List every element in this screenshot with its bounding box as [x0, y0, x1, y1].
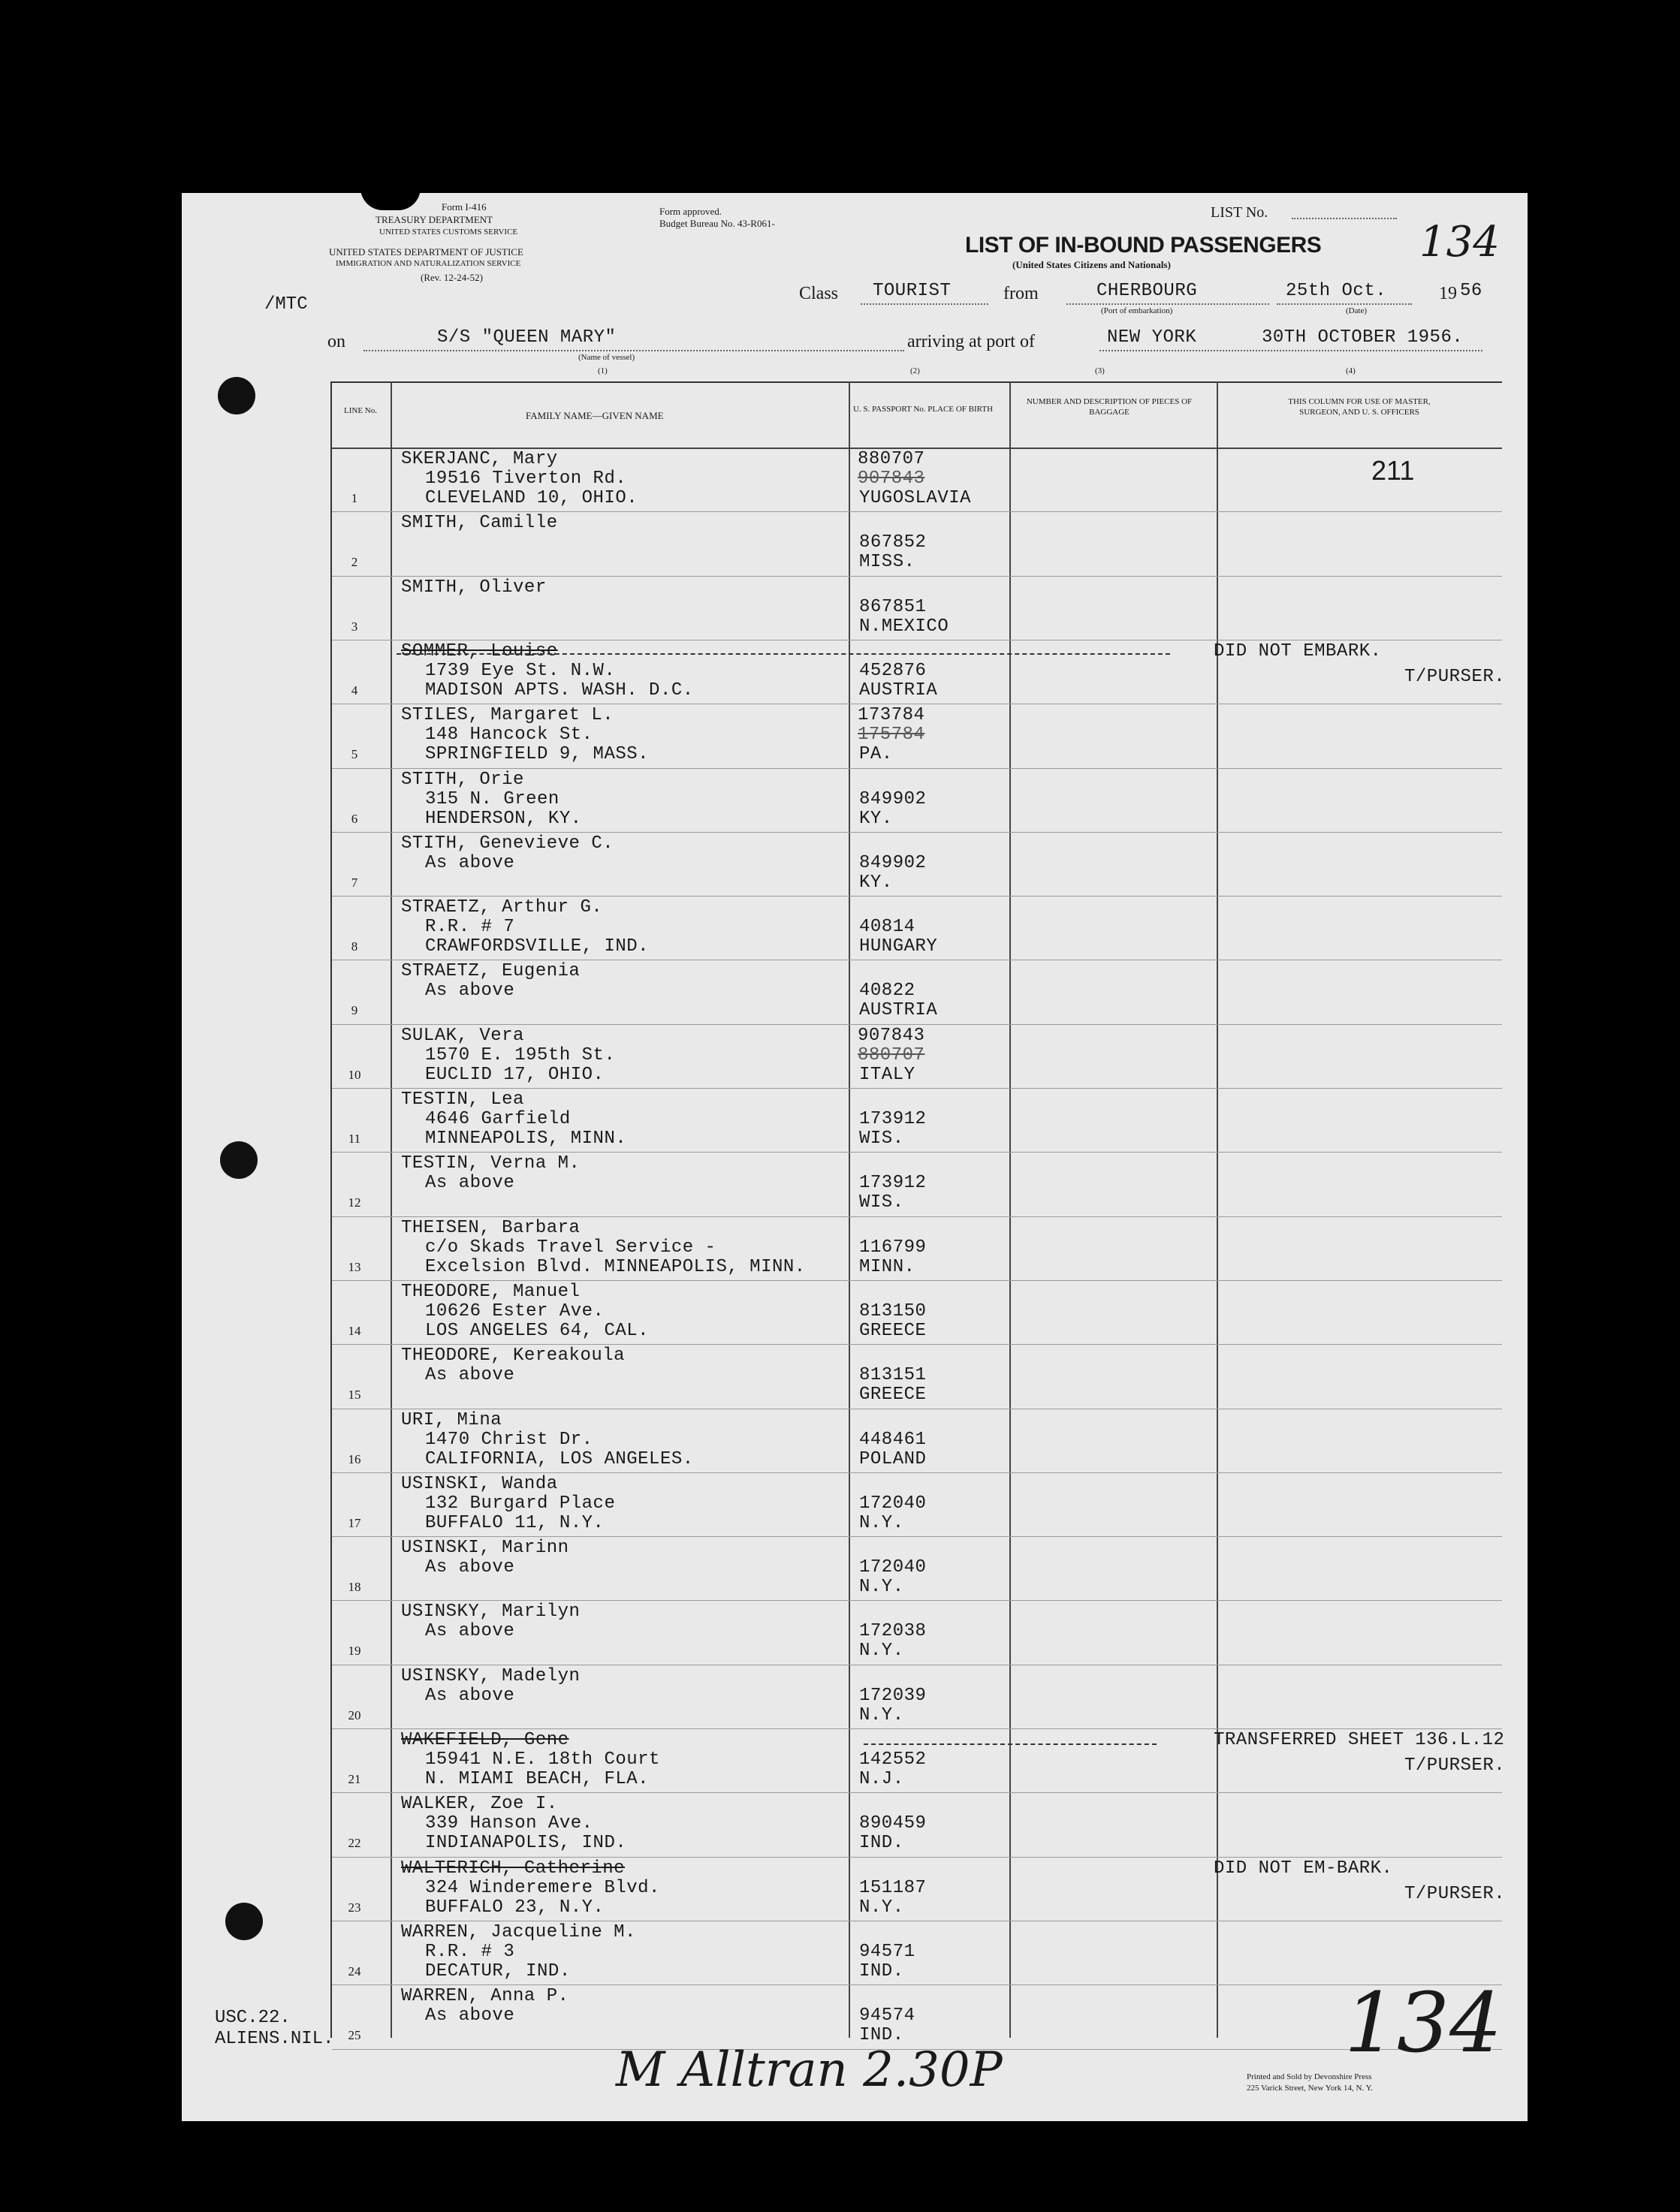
line-number: 23: [348, 1900, 361, 1915]
address-line-2: MINNEAPOLIS, MINN.: [425, 1129, 627, 1149]
address-line-1: 132 Burgard Place: [425, 1493, 616, 1514]
year-prefix: 19: [1439, 284, 1457, 303]
passenger-name: TESTIN, Lea: [401, 1089, 524, 1110]
passport-number: 173912: [859, 1109, 927, 1129]
passport-number-struck: 907843: [858, 469, 925, 489]
passenger-name: SMITH, Oliver: [401, 577, 547, 598]
passport-number: 173784: [858, 705, 925, 726]
passenger-name: THEODORE, Manuel: [401, 1281, 581, 1302]
row-divider: [332, 1728, 1502, 1729]
address-line-1: 10626 Ester Ave.: [425, 1300, 605, 1321]
passport-number: 867852: [859, 532, 927, 553]
date-caption: (Date): [1346, 306, 1368, 315]
place-of-birth: AUSTRIA: [859, 680, 938, 701]
passport-number: 94574: [859, 2006, 915, 2027]
name-col-divider: [849, 381, 850, 2038]
passport-col-divider: [1009, 381, 1011, 2038]
col-ref-3: (3): [1095, 366, 1105, 375]
place-of-birth: POLAND: [859, 1448, 927, 1469]
line-number: 17: [348, 1515, 361, 1530]
passport-number: 172040: [859, 1493, 927, 1514]
row-divider: [332, 1024, 1502, 1025]
dept-justice: UNITED STATES DEPARTMENT OF JUSTICE: [329, 246, 523, 258]
place-of-birth: N.Y.: [859, 1704, 904, 1725]
line-number: 21: [348, 1772, 361, 1786]
revision: (Rev. 12-24-52): [421, 272, 483, 283]
table-top-border: [332, 381, 1502, 383]
place-of-birth: PA.: [859, 744, 893, 765]
line-number: 10: [348, 1067, 361, 1082]
passport-number: 849902: [859, 788, 927, 809]
address-line-1: As above: [425, 852, 515, 873]
address-line-1: As above: [425, 2006, 515, 2027]
address-line-1: 19516 Tiverton Rd.: [425, 469, 627, 489]
address-line-2: INDIANAPOLIS, IND.: [425, 1833, 627, 1854]
passenger-name: WARREN, Anna P.: [401, 1986, 569, 2007]
passenger-name: STITH, Orie: [401, 769, 524, 790]
address-line-1: 1470 Christ Dr.: [425, 1429, 593, 1450]
line-number: 25: [348, 2028, 361, 2043]
line-number: 24: [348, 1963, 361, 1978]
address-line-1: 315 N. Green: [425, 788, 559, 809]
address-line-2: SPRINGFIELD 9, MASS.: [425, 744, 650, 765]
address-line-1: 148 Hancock St.: [425, 725, 593, 746]
arrival-date: 30TH OCTOBER 1956.: [1262, 327, 1464, 348]
passport-number: 880707: [858, 449, 925, 469]
place-of-birth: IND.: [859, 2025, 904, 2046]
row-divider: [332, 1216, 1502, 1217]
row-21-strike-line: [864, 1743, 1157, 1745]
form-approved: Form approved.: [659, 206, 722, 217]
customs-service: UNITED STATES CUSTOMS SERVICE: [379, 228, 518, 237]
punch-hole: [220, 1141, 258, 1179]
place-of-birth: IND.: [859, 1960, 904, 1981]
row-4-strike-line: [397, 653, 1170, 655]
passenger-name: TESTIN, Verna M.: [401, 1153, 581, 1174]
line-number: 12: [348, 1195, 361, 1210]
passport-number-struck: 175784: [858, 725, 925, 746]
passport-number: 907843: [858, 1025, 925, 1046]
budget-bureau: Budget Bureau No. 43-R061-: [659, 218, 775, 229]
address-line-1: R.R. # 3: [425, 1941, 515, 1962]
row-divider: [332, 1600, 1502, 1601]
place-of-birth: KY.: [859, 872, 893, 893]
passport-number: 813151: [859, 1365, 927, 1386]
arriving-label: arriving at port of: [907, 332, 1035, 351]
aliens-nil: ALIENS.NIL.: [215, 2029, 334, 2049]
passenger-name: SKERJANC, Mary: [401, 449, 558, 469]
punch-hole: [218, 377, 255, 414]
passport-number: 813150: [859, 1300, 927, 1321]
punch-hole: [225, 1903, 263, 1940]
ins-service: IMMIGRATION AND NATURALIZATION SERVICE: [336, 259, 521, 268]
passenger-name: STITH, Genevieve C.: [401, 833, 614, 854]
place-of-birth: N.Y.: [859, 1897, 904, 1918]
row-divider: [332, 832, 1502, 833]
purser-stamp: T/PURSER.: [1404, 1755, 1506, 1776]
address-line-1: 1570 E. 195th St.: [425, 1044, 616, 1065]
row-divider: [332, 1472, 1502, 1473]
passport-number: 94571: [859, 1941, 915, 1962]
form-number: Form I-416: [442, 201, 487, 212]
passenger-name: WAKEFIELD, Gene: [401, 1730, 569, 1750]
passport-number: 40814: [859, 917, 915, 938]
printer-line-2: 225 Varick Street, New York 14, N. Y.: [1247, 2084, 1373, 2093]
row-divider: [332, 1152, 1502, 1153]
passenger-name: USINSKI, Marinn: [401, 1538, 569, 1559]
passenger-name: WALTERICH, Catherine: [401, 1858, 626, 1879]
line-number: 5: [351, 747, 358, 762]
header-officers: THIS COLUMN FOR USE OF MASTER, SURGEON, AND U. S. OFFICERS: [1288, 397, 1431, 417]
place-of-birth: N.MEXICO: [859, 616, 949, 637]
passenger-name: SOMMER, Louise: [401, 640, 558, 661]
header-passport: U. S. PASSPORT No. PLACE OF BIRTH: [852, 405, 994, 414]
vessel-name: S/S "QUEEN MARY": [437, 327, 617, 348]
form-subtitle: (United States Citizens and Nationals): [1012, 259, 1171, 270]
address-line-1: As above: [425, 1365, 515, 1386]
line-number: 11: [348, 1132, 361, 1146]
col-ref-1: (1): [598, 366, 608, 375]
vessel-caption: (Name of vessel): [578, 353, 635, 362]
passenger-name: THEODORE, Kereakoula: [401, 1346, 626, 1367]
purser-stamp: T/PURSER.: [1404, 666, 1506, 687]
handwritten-signature: M Alltran 2.30P: [616, 2042, 1003, 2098]
col-ref-4: (4): [1346, 366, 1356, 375]
row-divider: [332, 1344, 1502, 1345]
place-of-birth: N.Y.: [859, 1577, 904, 1598]
place-of-birth: MISS.: [859, 552, 915, 573]
row-divider: [332, 1857, 1502, 1858]
passport-number: 173912: [859, 1173, 927, 1194]
address-line-2: N. MIAMI BEACH, FLA.: [425, 1769, 650, 1789]
line-number: 22: [348, 1836, 361, 1851]
port-of-embarkation: CHERBOURG: [1096, 281, 1198, 301]
line-col-divider: [391, 381, 392, 2038]
address-line-2: CLEVELAND 10, OHIO.: [425, 488, 638, 508]
line-number: 9: [351, 1003, 358, 1018]
officer-note: TRANSFERRED SHEET 136.L.12: [1214, 1730, 1505, 1750]
class-value: TOURIST: [873, 281, 952, 301]
place-of-birth: MINN.: [859, 1256, 915, 1277]
mtc-mark: /MTC: [264, 294, 308, 315]
row-divider: [332, 576, 1502, 577]
row-divider: [332, 1984, 1502, 1985]
passenger-name: STRAETZ, Arthur G.: [401, 897, 603, 918]
address-line-1: R.R. # 7: [425, 917, 515, 938]
row-divider: [332, 1536, 1502, 1537]
passenger-name: WARREN, Jacqueline M.: [401, 1921, 636, 1942]
passenger-name: URI, Mina: [401, 1409, 502, 1430]
row-divider: [332, 511, 1502, 512]
address-line-2: MADISON APTS. WASH. D.C.: [425, 680, 694, 701]
passport-number: 142552: [859, 1749, 927, 1770]
passport-number: 448461: [859, 1429, 927, 1450]
list-number: 134: [1419, 218, 1500, 267]
address-line-1: c/o Skads Travel Service -: [425, 1237, 716, 1258]
header-line-no: LINE No.: [344, 406, 377, 415]
line-number: 19: [348, 1644, 361, 1659]
header-baggage: NUMBER AND DESCRIPTION OF PIECES OF BAGGAGE: [1026, 397, 1193, 417]
place-of-birth: GREECE: [859, 1385, 927, 1406]
class-label: Class: [799, 284, 839, 303]
line-number: 1: [351, 491, 358, 505]
passport-number: 452876: [859, 660, 927, 681]
address-line-1: As above: [425, 1621, 515, 1642]
purser-stamp: T/PURSER.: [1404, 1883, 1506, 1904]
on-label: on: [327, 332, 345, 351]
address-line-2: BUFFALO 11, N.Y.: [425, 1512, 605, 1533]
line-number: 3: [351, 619, 358, 634]
place-of-birth: YUGOSLAVIA: [859, 488, 972, 508]
passport-number: 116799: [859, 1237, 927, 1258]
line-number: 2: [351, 555, 358, 570]
arrival-port: NEW YORK: [1107, 327, 1197, 348]
place-of-birth: WIS.: [859, 1129, 904, 1149]
row-divider: [332, 1088, 1502, 1089]
dept-treasury: TREASURY DEPARTMENT: [376, 214, 493, 225]
place-of-birth: HUNGARY: [859, 936, 938, 957]
address-line-1: 1739 Eye St. N.W.: [425, 660, 616, 681]
address-line-1: As above: [425, 1685, 515, 1706]
address-line-2: DECATUR, IND.: [425, 1960, 571, 1981]
place-of-birth: IND.: [859, 1833, 904, 1854]
row-divider: [332, 896, 1502, 897]
passenger-name: STRAETZ, Eugenia: [401, 961, 581, 982]
address-line-1: 339 Hanson Ave.: [425, 1813, 593, 1834]
from-label: from: [1003, 284, 1039, 303]
departure-date: 25th Oct.: [1286, 281, 1387, 301]
passenger-name: SMITH, Camille: [401, 513, 558, 534]
passenger-name: STILES, Margaret L.: [401, 705, 614, 726]
address-line-1: 4646 Garfield: [425, 1109, 571, 1129]
col-ref-2: (2): [910, 366, 920, 375]
officer-note: DID NOT EMBARK.: [1214, 640, 1382, 661]
address-line-1: As above: [425, 1557, 515, 1578]
passenger-name: THEISEN, Barbara: [401, 1217, 581, 1238]
place-of-birth: ITALY: [859, 1064, 915, 1085]
line-number: 20: [348, 1707, 361, 1722]
line-number: 16: [348, 1451, 361, 1466]
row-divider: [332, 1280, 1502, 1281]
line-number: 8: [351, 939, 358, 954]
row-divider: [332, 1792, 1502, 1793]
passport-number: 40822: [859, 981, 915, 1002]
address-line-1: 324 Winderemere Blvd.: [425, 1877, 660, 1898]
place-of-birth: AUSTRIA: [859, 1000, 938, 1021]
passport-number: 867851: [859, 596, 927, 617]
passenger-name: USINSKI, Wanda: [401, 1473, 558, 1494]
form-title: LIST OF IN-BOUND PASSENGERS: [965, 233, 1322, 258]
passport-number-struck: 880707: [858, 1044, 925, 1065]
list-no-label: LIST No.: [1211, 204, 1268, 221]
officer-note: 211: [1371, 455, 1415, 486]
passport-number: 172038: [859, 1621, 927, 1642]
port-line: [1066, 303, 1269, 305]
line-number: 7: [351, 875, 358, 890]
address-line-1: As above: [425, 1173, 515, 1194]
passport-number: 172040: [859, 1557, 927, 1578]
place-of-birth: GREECE: [859, 1320, 927, 1341]
line-number: 18: [348, 1580, 361, 1595]
passport-number: 849902: [859, 852, 927, 873]
header-name: FAMILY NAME—GIVEN NAME: [526, 410, 664, 421]
place-of-birth: N.J.: [859, 1769, 904, 1789]
passenger-name: SULAK, Vera: [401, 1025, 524, 1046]
baggage-col-divider: [1217, 381, 1218, 2038]
passenger-name: USINSKY, Marilyn: [401, 1602, 581, 1623]
passenger-name: WALKER, Zoe I.: [401, 1794, 558, 1815]
printer-line-1: Printed and Sold by Devonshire Press: [1247, 2072, 1372, 2081]
arrival-line: [1099, 350, 1482, 351]
line-number: 13: [348, 1259, 361, 1274]
date-line: [1277, 303, 1412, 305]
place-of-birth: N.Y.: [859, 1641, 904, 1662]
officer-note: DID NOT EM-BARK.: [1214, 1858, 1393, 1879]
passport-number: 890459: [859, 1813, 927, 1834]
address-line-1: 15941 N.E. 18th Court: [425, 1749, 660, 1770]
place-of-birth: KY.: [859, 808, 893, 829]
address-line-2: HENDERSON, KY.: [425, 808, 582, 829]
class-line: [861, 303, 988, 305]
passenger-name: USINSKY, Madelyn: [401, 1665, 581, 1686]
year-value: 56: [1460, 281, 1482, 301]
handwritten-page-number: 134: [1344, 1975, 1502, 2071]
address-line-2: CRAWFORDSVILLE, IND.: [425, 936, 650, 957]
list-no-line: [1292, 218, 1397, 219]
address-line-1: As above: [425, 981, 515, 1002]
place-of-birth: WIS.: [859, 1192, 904, 1213]
vessel-line: [363, 350, 904, 351]
line-number: 6: [351, 811, 358, 826]
usc-code: USC.22.: [215, 2008, 291, 2028]
place-of-birth: N.Y.: [859, 1512, 904, 1533]
address-line-2: CALIFORNIA, LOS ANGELES.: [425, 1448, 694, 1469]
row-divider: [332, 768, 1502, 769]
line-number: 14: [348, 1323, 361, 1338]
port-caption: (Port of embarkation): [1101, 306, 1173, 315]
passport-number: 151187: [859, 1877, 927, 1898]
address-line-2: Excelsion Blvd. MINNEAPOLIS, MINN.: [425, 1256, 806, 1277]
line-number: 4: [351, 683, 358, 698]
passport-number: 172039: [859, 1685, 927, 1706]
address-line-2: BUFFALO 23, N.Y.: [425, 1897, 605, 1918]
line-number: 15: [348, 1388, 361, 1403]
address-line-2: EUCLID 17, OHIO.: [425, 1064, 605, 1085]
address-line-2: LOS ANGELES 64, CAL.: [425, 1320, 650, 1341]
